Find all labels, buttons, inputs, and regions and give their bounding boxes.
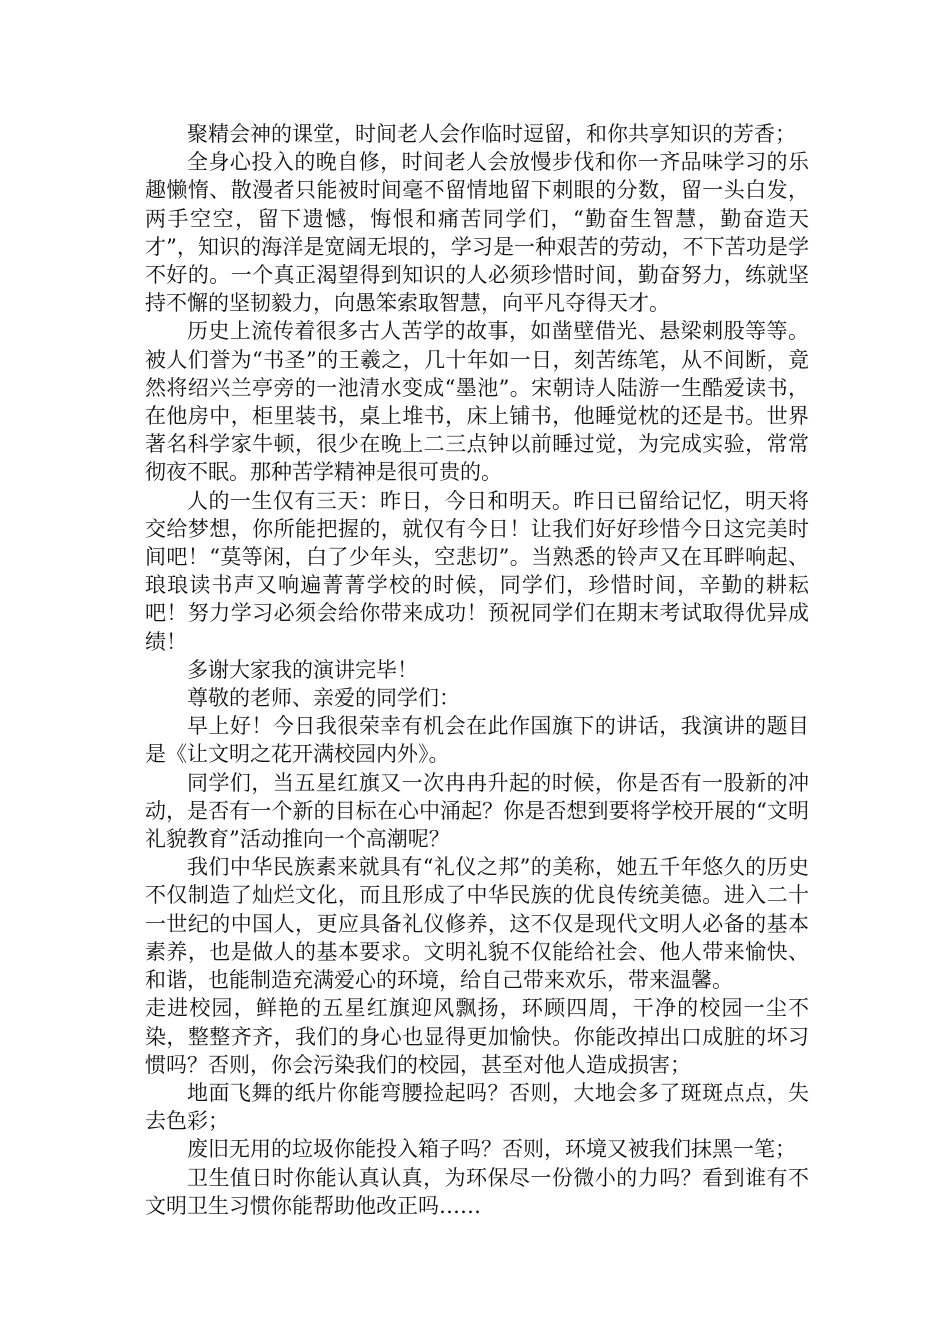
paragraph-13: 卫生值日时你能认真认真，为环保尽一份微小的力吗？看到谁有不文明卫生习惯你能帮助他改正吗…… [145, 1165, 809, 1218]
paragraph-12: 废旧无用的垃圾你能投入箱子吗？否则，环境又被我们抹黑一笔； [187, 1137, 796, 1162]
paragraph-11: 地面飞舞的纸片你能弯腰捡起吗？否则，大地会多了斑斑点点，失去色彩； [145, 1080, 809, 1134]
paragraph-5: 多谢大家我的演讲完毕！ [187, 657, 418, 682]
paragraph-9: 我们中华民族素来就具有“礼仪之邦”的美称，她五千年悠久的历史不仅制造了灿烂文化，而且形成了中华民族的优良传统美德。进入二十一世纪的中国人，更应具备礼仪修养，这不仅是现代文明人必备的基本素养，也是做人的基本要求。文明礼貌不仅能给社会、他人带来愉快、和谐，也能制造充满爱心的环境，给自己带来欢乐，带来温馨。 [145, 855, 809, 993]
paragraph-4: 人的一生仅有三天：昨日，今日和明天。昨日已留给记忆，明天将交给梦想，你所能把握的，就仅有今日！让我们好好珍惜今日这完美时间吧！“莫等闲，白了少年头，空悲切”。当熟悉的铃声又在耳畔响起、琅琅读书声又响遍菁菁学校的时候，同学们，珍惜时间，辛勤的耕耘吧！努力学习必须会给你带来成功！预祝同学们在期末考试取得优异成绩！ [145, 488, 809, 654]
paragraph-6: 尊敬的老师、亲爱的同学们： [187, 686, 460, 711]
paragraph-8: 同学们，当五星红旗又一次冉冉升起的时候，你是否有一股新的冲动，是否有一个新的目标在心中涌起？你是否想到要将学校开展的“文明礼貌教育”活动推向一个高潮呢？ [145, 770, 809, 852]
document-body [145, 120, 809, 1220]
paragraph-2: 全身心投入的晚自修，时间老人会放慢步伐和你一齐品味学习的乐趣懒惰、散漫者只能被时间毫不留情地留下刺眼的分数，留一头白发，两手空空，留下遗憾，悔恨和痛苦同学们，“勤奋生智慧，勤奋造天才”，知识的海洋是宽阔无垠的，学习是一种艰苦的劳动，不下苦功是学不好的。一个真正渴望得到知识的人必须珍惜时间，勤奋努力，练就坚持不懈的坚韧毅力，向愚笨索取智慧，向平凡夺得天才。 [145, 150, 809, 316]
paragraph-10: 走进校园，鲜艳的五星红旗迎风飘扬，环顾四周，干净的校园一尘不染，整整齐齐，我们的身心也显得更加愉快。你能改掉出口成脏的坏习惯吗？否则，你会污染我们的校园，甚至对他人造成损害； [145, 996, 809, 1077]
paragraph-7: 早上好！今日我很荣幸有机会在此作国旗下的讲话，我演讲的题目是《让文明之花开满校园内外》。 [145, 714, 809, 767]
paragraph-3: 历史上流传着很多古人苦学的故事，如凿壁借光、悬梁刺股等等。被人们誉为“书圣”的王羲之，几十年如一日，刻苦练笔，从不间断，竟然将绍兴兰亭旁的一池清水变成“墨池”。宋朝诗人陆游一生酷爱读书，在他房中，柜里装书，桌上堆书，床上铺书，他睡觉枕的还是书。世界著名科学家牛顿，很少在晚上二三点钟以前睡过觉，为完成实验，常常彻夜不眠。那种苦学精神是很可贵的。 [145, 319, 809, 485]
paragraph-1: 聚精会神的课堂，时间老人会作临时逗留，和你共享知识的芳香； [187, 122, 796, 146]
